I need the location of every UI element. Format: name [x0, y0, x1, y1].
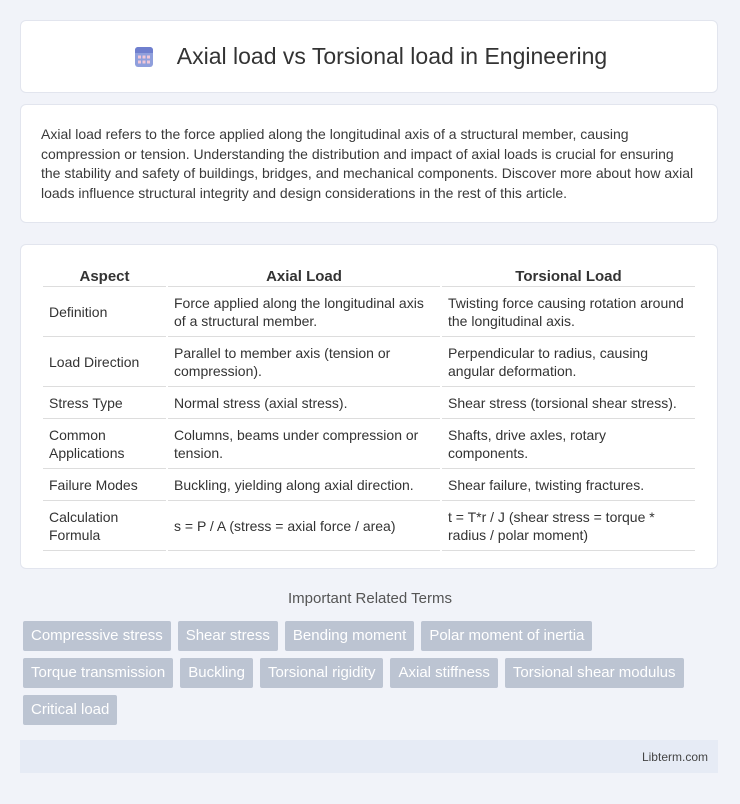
column-header-axial-load: Axial Load	[168, 265, 440, 287]
table-cell: Definition	[43, 287, 166, 337]
related-terms-list	[23, 621, 723, 725]
column-header-aspect: Aspect	[43, 265, 166, 287]
footer	[20, 740, 718, 773]
table-row	[43, 387, 695, 419]
table-row	[43, 469, 695, 501]
table-cell: Twisting force causing rotation around the longitudinal axis.	[442, 287, 695, 337]
intro-card	[20, 104, 718, 223]
table-cell: s = P / A (stress = axial force / area)	[168, 501, 440, 551]
table-cell: Buckling, yielding along axial direction.	[168, 469, 440, 501]
table-cell: Shafts, drive axles, rotary components.	[442, 419, 695, 469]
term-tag[interactable]: Buckling	[180, 658, 253, 688]
table-cell: Stress Type	[43, 387, 166, 419]
table-cell: Force applied along the longitudinal axis of a structural member.	[168, 287, 440, 337]
table-row	[43, 419, 695, 469]
calculator-icon	[131, 44, 157, 70]
table-cell: Load Direction	[43, 337, 166, 387]
table-cell: Calculation Formula	[43, 501, 166, 551]
table-row	[43, 337, 695, 387]
term-tag[interactable]: Torsional shear modulus	[505, 658, 684, 688]
term-tag[interactable]: Bending moment	[285, 621, 414, 651]
header-card	[20, 20, 718, 93]
term-tag[interactable]: Shear stress	[178, 621, 278, 651]
related-terms-title: Important Related Terms	[288, 590, 452, 607]
intro-paragraph: Axial load refers to the force applied along the longitudinal axis of a structural member, causing compression or tension. Understanding the distribution and impact of axial loads is crucial for ensuring the stability and safety of buildings, bridges, and mechanical components. Discover more about how axial loads influence structural integrity and design considerations in the rest of this article.	[41, 126, 694, 201]
table-cell: Failure Modes	[43, 469, 166, 501]
table-header-row	[43, 265, 695, 287]
table-cell: t = T*r / J (shear stress = torque * radius / polar moment)	[442, 501, 695, 551]
table-row	[43, 501, 695, 551]
table-cell: Shear stress (torsional shear stress).	[442, 387, 695, 419]
table-cell: Shear failure, twisting fractures.	[442, 469, 695, 501]
table-cell: Common Applications	[43, 419, 166, 469]
term-tag[interactable]: Axial stiffness	[390, 658, 497, 688]
comparison-table	[41, 265, 697, 551]
table-cell: Columns, beams under compression or tension.	[168, 419, 440, 469]
table-cell: Parallel to member axis (tension or compression).	[168, 337, 440, 387]
table-cell: Normal stress (axial stress).	[168, 387, 440, 419]
term-tag[interactable]: Polar moment of inertia	[421, 621, 592, 651]
term-tag[interactable]: Torsional rigidity	[260, 658, 384, 688]
term-tag[interactable]: Compressive stress	[23, 621, 171, 651]
term-tag[interactable]: Critical load	[23, 695, 117, 725]
table-cell: Perpendicular to radius, causing angular deformation.	[442, 337, 695, 387]
footer-source[interactable]: Libterm.com	[641, 750, 708, 764]
page-title: Axial load vs Torsional load in Engineering	[176, 43, 608, 69]
term-tag[interactable]: Torque transmission	[23, 658, 173, 688]
comparison-table-card	[20, 244, 718, 569]
table-row	[43, 287, 695, 337]
column-header-torsional-load: Torsional Load	[442, 265, 695, 287]
